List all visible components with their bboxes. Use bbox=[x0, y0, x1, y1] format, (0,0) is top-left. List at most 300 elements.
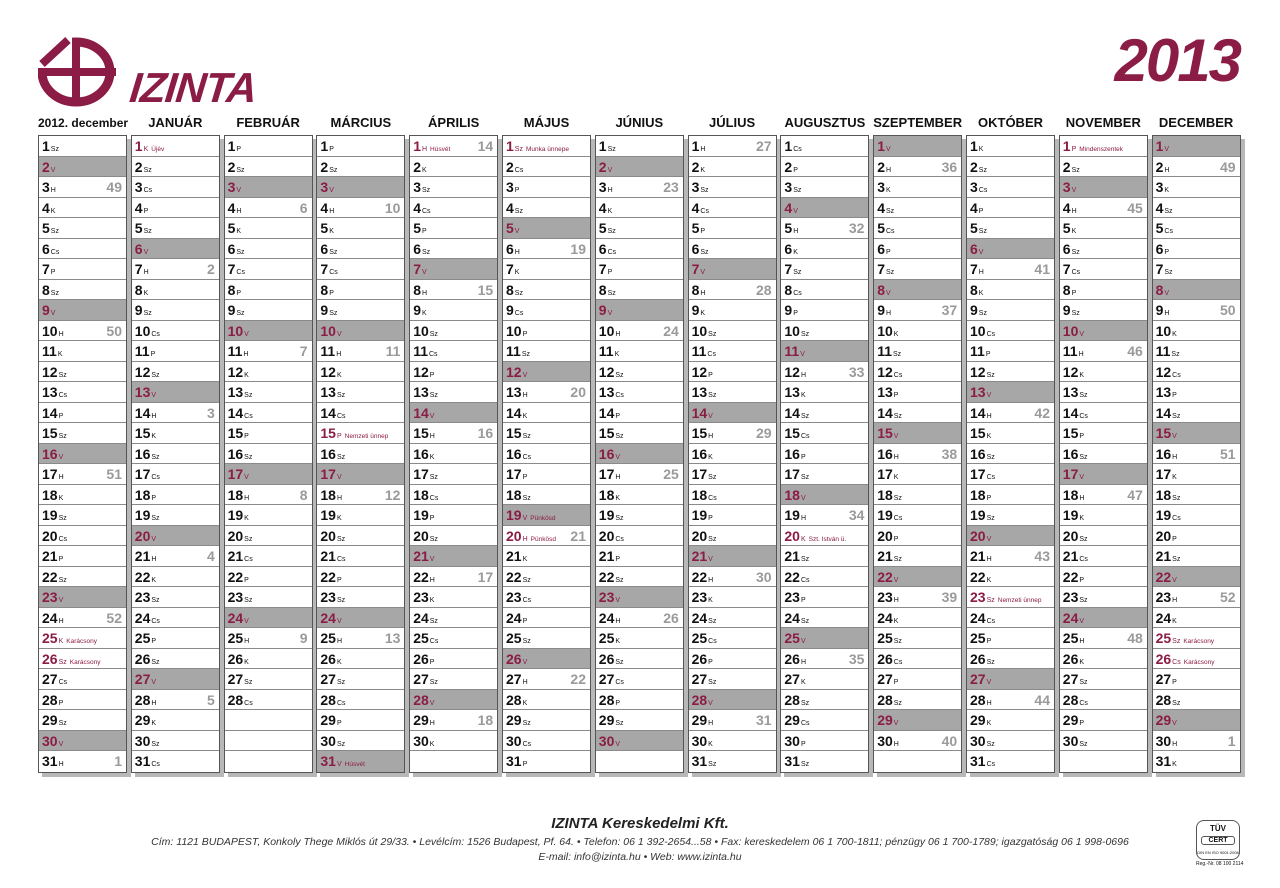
holiday-note: Munka ünnepe bbox=[525, 146, 569, 153]
day-number: 2Sz bbox=[134, 158, 152, 175]
day-number: 13V bbox=[134, 384, 157, 400]
day-number: 26Sz Karácsony bbox=[42, 650, 101, 667]
day-row bbox=[1060, 690, 1147, 711]
day-number: 22H bbox=[691, 568, 714, 585]
day-row bbox=[689, 690, 776, 711]
day-number: 30K bbox=[691, 732, 713, 749]
day-number: 14P bbox=[598, 404, 621, 421]
day-row bbox=[596, 382, 683, 403]
day-number: 16K bbox=[691, 445, 713, 462]
day-of-week: K bbox=[151, 433, 157, 440]
day-number: 19P bbox=[413, 507, 435, 523]
day-row bbox=[1060, 177, 1147, 198]
day-of-week: Sz bbox=[429, 330, 438, 338]
holiday-note: Pünkösd bbox=[530, 535, 556, 543]
day-of-week: P bbox=[1071, 146, 1077, 153]
day-row bbox=[410, 382, 497, 403]
day-number: 30H bbox=[1155, 732, 1178, 749]
day-of-week: Cs bbox=[607, 248, 617, 256]
day-number: 3K bbox=[877, 179, 891, 195]
day-number: 7V bbox=[413, 261, 427, 277]
month-day-list bbox=[502, 135, 591, 773]
day-row bbox=[1153, 567, 1240, 588]
day-of-week: H bbox=[151, 412, 157, 420]
day-row bbox=[317, 587, 404, 608]
day-number: 8P bbox=[320, 281, 334, 298]
day-number: 9Sz bbox=[1062, 302, 1080, 318]
day-number: 10V bbox=[320, 322, 342, 339]
day-number: 3V bbox=[1062, 179, 1077, 195]
day-of-week: Sz bbox=[1171, 351, 1180, 358]
day-row bbox=[781, 608, 868, 629]
day-number: 17V bbox=[320, 466, 342, 482]
day-number: 30Sz bbox=[320, 732, 346, 749]
day-number: 5K bbox=[1062, 220, 1077, 236]
day-row bbox=[317, 567, 404, 588]
day-of-week: Cs bbox=[800, 576, 810, 584]
day-of-week: H bbox=[50, 187, 56, 194]
day-of-week: H bbox=[1172, 597, 1178, 604]
day-row bbox=[596, 464, 683, 485]
week-number: 1 bbox=[1227, 732, 1236, 749]
day-row bbox=[1153, 177, 1240, 198]
day-row bbox=[1060, 669, 1147, 690]
day-of-week: Sz bbox=[1172, 556, 1181, 563]
day-of-week: Sz bbox=[522, 433, 531, 440]
day-row bbox=[503, 239, 590, 260]
day-of-week: H bbox=[893, 453, 899, 461]
day-number: 27P bbox=[877, 671, 899, 687]
day-row bbox=[1060, 464, 1147, 485]
day-of-week: P bbox=[244, 576, 249, 584]
day-number: 15P Nemzeti ünnep bbox=[320, 425, 389, 441]
day-of-week: Sz bbox=[329, 248, 338, 256]
month-day-list bbox=[780, 135, 869, 773]
day-row bbox=[132, 218, 219, 239]
day-of-week: K bbox=[58, 494, 64, 502]
day-number: 10P bbox=[506, 322, 528, 339]
day-row bbox=[689, 464, 776, 485]
day-number: 5Cs bbox=[1155, 220, 1173, 236]
day-row bbox=[39, 136, 126, 157]
day-number: 22V bbox=[877, 568, 899, 585]
day-of-week: Sz bbox=[607, 228, 616, 235]
day-number: 7Sz bbox=[877, 261, 895, 277]
day-number: 16Sz bbox=[970, 445, 995, 462]
day-number: 12Cs bbox=[1155, 363, 1181, 380]
week-number: 5 bbox=[207, 691, 215, 708]
day-of-week: Sz bbox=[615, 371, 624, 379]
day-number: 24K bbox=[1155, 609, 1177, 626]
day-number: 21Sz bbox=[877, 548, 902, 564]
day-of-week: H bbox=[615, 617, 621, 625]
month-day-list bbox=[873, 135, 962, 773]
day-number: 15V bbox=[877, 425, 899, 441]
yearly-calendar-grid bbox=[38, 112, 1240, 804]
day-number: 4Cs bbox=[413, 199, 431, 216]
day-of-week: Sz bbox=[329, 310, 338, 317]
day-of-week: Sz bbox=[336, 740, 346, 748]
day-number: 2H bbox=[877, 158, 892, 175]
day-row bbox=[874, 526, 961, 547]
day-row bbox=[132, 198, 219, 219]
day-of-week: Cs bbox=[58, 392, 68, 399]
day-number: 6Cs bbox=[42, 240, 60, 257]
day-of-week: K bbox=[1172, 474, 1177, 481]
day-row bbox=[1060, 587, 1147, 608]
day-of-week: K bbox=[986, 576, 992, 584]
day-row bbox=[225, 608, 312, 629]
week-number: 30 bbox=[756, 568, 772, 585]
day-number: 13Cs bbox=[598, 384, 624, 400]
day-number: 19Sz bbox=[42, 507, 67, 523]
day-row bbox=[1153, 526, 1240, 547]
day-row bbox=[689, 218, 776, 239]
day-row bbox=[967, 198, 1054, 219]
week-number: 39 bbox=[941, 589, 958, 605]
day-row bbox=[874, 198, 961, 219]
day-number: 7P bbox=[598, 261, 613, 277]
day-number: 8K bbox=[970, 281, 984, 298]
day-of-week: Sz bbox=[615, 658, 624, 666]
day-number: 14Cs bbox=[1062, 404, 1088, 421]
day-row bbox=[317, 423, 404, 444]
day-number: 24V bbox=[227, 609, 249, 626]
day-of-week: Sz bbox=[151, 597, 160, 604]
day-row bbox=[503, 669, 590, 690]
day-number: 21Sz bbox=[784, 548, 810, 564]
day-row bbox=[503, 136, 590, 157]
day-of-week: P bbox=[986, 494, 992, 502]
day-number: 1V bbox=[877, 138, 891, 154]
week-number: 19 bbox=[570, 240, 586, 257]
day-of-week: Sz bbox=[893, 412, 902, 420]
month-title: FEBRUÁR bbox=[236, 115, 300, 130]
day-of-week: Sz bbox=[1079, 453, 1088, 461]
day-number: 20Sz bbox=[413, 527, 438, 544]
day-number: 20Sz bbox=[691, 527, 717, 544]
day-of-week: Sz bbox=[151, 658, 160, 666]
day-row bbox=[132, 300, 219, 321]
day-number: 30Sz bbox=[1062, 732, 1088, 749]
day-row bbox=[596, 690, 683, 711]
day-of-week: V bbox=[151, 535, 157, 543]
day-number: 25P bbox=[970, 630, 992, 646]
day-of-week: Sz bbox=[986, 453, 995, 461]
day-number: 4H bbox=[320, 199, 335, 216]
day-row bbox=[225, 628, 312, 649]
day-row bbox=[781, 505, 868, 526]
day-row bbox=[39, 731, 126, 752]
day-number: 31Cs bbox=[970, 753, 996, 769]
day-row bbox=[874, 710, 961, 731]
day-row bbox=[874, 649, 961, 670]
day-number: 2V bbox=[598, 158, 613, 175]
day-of-week: Sz bbox=[1164, 269, 1173, 276]
day-number: 23Sz bbox=[320, 589, 346, 605]
day-row bbox=[967, 259, 1054, 280]
day-number: 9H bbox=[1155, 302, 1170, 318]
day-of-week: V bbox=[143, 248, 149, 256]
day-of-week: Sz bbox=[793, 269, 802, 276]
day-number: 15Sz bbox=[506, 425, 531, 441]
day-row bbox=[967, 239, 1054, 260]
day-row bbox=[874, 259, 961, 280]
day-number: 29Cs bbox=[784, 712, 810, 728]
day-row bbox=[967, 628, 1054, 649]
day-number: 20Sz bbox=[320, 527, 346, 544]
day-row bbox=[317, 546, 404, 567]
day-row bbox=[410, 608, 497, 629]
day-of-week: V bbox=[986, 535, 992, 543]
day-number: 28Cs bbox=[320, 691, 346, 708]
day-of-week: V bbox=[58, 597, 64, 604]
day-of-week: Cs bbox=[151, 330, 160, 338]
day-of-week: P bbox=[1071, 289, 1077, 297]
day-number: 17K bbox=[1155, 466, 1177, 482]
day-number: 19Sz bbox=[134, 507, 160, 523]
day-of-week: Sz bbox=[244, 535, 253, 543]
day-number: 13Sz bbox=[413, 384, 438, 400]
day-number: 23K bbox=[691, 589, 713, 605]
month-day-list bbox=[1059, 135, 1148, 773]
day-number: 10K bbox=[1155, 322, 1177, 339]
day-of-week: K bbox=[244, 515, 249, 522]
day-row bbox=[596, 731, 683, 752]
day-of-week: K bbox=[1071, 228, 1077, 235]
day-row bbox=[1153, 341, 1240, 362]
day-row bbox=[225, 669, 312, 690]
day-of-week: K bbox=[421, 310, 427, 317]
day-row bbox=[410, 526, 497, 547]
day-number: 6Sz bbox=[227, 240, 245, 257]
week-number: 27 bbox=[756, 138, 772, 154]
day-of-week: K bbox=[1079, 515, 1085, 522]
company-contact: E-mail: info@izinta.hu • Web: www.izinta.hu bbox=[538, 851, 742, 863]
day-number: 18P bbox=[970, 486, 992, 503]
day-number: 12Sz bbox=[42, 363, 67, 380]
day-row bbox=[874, 690, 961, 711]
day-of-week: Sz bbox=[50, 289, 59, 297]
day-of-week: Sz bbox=[885, 207, 895, 215]
day-of-week: V bbox=[893, 576, 899, 584]
empty-day-row bbox=[225, 751, 312, 772]
day-row bbox=[596, 280, 683, 301]
day-of-week: P bbox=[885, 248, 891, 256]
day-of-week: Sz bbox=[1172, 494, 1181, 502]
day-of-week: H bbox=[522, 392, 528, 399]
day-row bbox=[39, 710, 126, 731]
day-number: 30V bbox=[598, 732, 621, 749]
day-row bbox=[967, 464, 1054, 485]
day-number: 17Sz bbox=[784, 466, 810, 482]
day-of-week: V bbox=[50, 310, 56, 317]
day-number: 24Sz bbox=[784, 609, 810, 626]
day-row bbox=[689, 587, 776, 608]
day-number: 26Cs bbox=[877, 650, 903, 667]
month-column bbox=[1152, 112, 1241, 773]
day-of-week: V bbox=[58, 740, 64, 748]
day-row bbox=[874, 321, 961, 342]
day-of-week: V bbox=[429, 412, 435, 420]
day-row bbox=[317, 177, 404, 198]
day-number: 7Sz bbox=[1155, 261, 1173, 277]
day-row bbox=[317, 300, 404, 321]
month-day-list bbox=[316, 135, 405, 773]
day-number: 4H bbox=[227, 199, 242, 216]
day-number: 26Sz bbox=[598, 650, 624, 667]
day-row bbox=[781, 526, 868, 547]
day-of-week: V bbox=[50, 166, 56, 174]
day-of-week: Sz bbox=[429, 617, 438, 625]
day-row bbox=[503, 259, 590, 280]
day-row bbox=[967, 321, 1054, 342]
week-number: 21 bbox=[570, 527, 586, 544]
week-number: 51 bbox=[106, 466, 122, 482]
day-row bbox=[1153, 608, 1240, 629]
day-of-week: Sz bbox=[143, 228, 152, 235]
day-number: 9K bbox=[413, 302, 427, 318]
day-of-week: Sz bbox=[421, 248, 431, 256]
day-row bbox=[503, 177, 590, 198]
day-of-week: V bbox=[244, 474, 249, 481]
day-row bbox=[317, 157, 404, 178]
day-row bbox=[503, 567, 590, 588]
day-row bbox=[39, 177, 126, 198]
day-number: 21Cs bbox=[227, 548, 253, 564]
week-number: 37 bbox=[941, 302, 958, 318]
day-number: 23H bbox=[877, 589, 899, 605]
day-row bbox=[781, 341, 868, 362]
day-of-week: Sz bbox=[429, 535, 438, 543]
day-row bbox=[689, 505, 776, 526]
day-number: 13H bbox=[506, 384, 528, 400]
day-row bbox=[596, 649, 683, 670]
day-row bbox=[225, 177, 312, 198]
day-number: 10Sz bbox=[691, 322, 717, 339]
day-number: 17H bbox=[598, 466, 621, 482]
day-of-week: P bbox=[58, 412, 64, 420]
day-of-week: K bbox=[893, 474, 899, 481]
day-of-week: P bbox=[978, 207, 984, 215]
day-of-week: K bbox=[514, 269, 520, 276]
day-row bbox=[596, 546, 683, 567]
day-row bbox=[596, 136, 683, 157]
day-of-week: H bbox=[800, 515, 807, 522]
day-number: 13P bbox=[877, 384, 899, 400]
day-of-week: Cs bbox=[236, 269, 245, 276]
day-row bbox=[225, 423, 312, 444]
day-number: 25P bbox=[134, 630, 157, 646]
day-of-week: Sz bbox=[58, 371, 67, 379]
day-number: 30P bbox=[784, 732, 806, 749]
day-row bbox=[689, 382, 776, 403]
day-of-week: P bbox=[986, 638, 992, 645]
day-number: 1H bbox=[691, 138, 706, 154]
day-row bbox=[874, 464, 961, 485]
day-number: 31Cs bbox=[134, 753, 160, 769]
day-row bbox=[503, 751, 590, 772]
day-of-week: Cs bbox=[244, 699, 253, 707]
day-of-week: Cs bbox=[429, 638, 439, 645]
day-row bbox=[39, 608, 126, 629]
day-of-week: H bbox=[58, 761, 64, 768]
day-number: 16H bbox=[1155, 445, 1178, 462]
day-of-week: Sz bbox=[236, 310, 245, 317]
day-row bbox=[132, 710, 219, 731]
day-of-week: P bbox=[1079, 720, 1085, 727]
day-row bbox=[317, 608, 404, 629]
week-number: 14 bbox=[477, 138, 494, 154]
day-number: 25K bbox=[598, 630, 621, 646]
day-number: 18Sz bbox=[506, 486, 531, 503]
day-row bbox=[689, 669, 776, 690]
day-row bbox=[1153, 198, 1240, 219]
day-row bbox=[596, 177, 683, 198]
day-row bbox=[596, 505, 683, 526]
day-of-week: P bbox=[1172, 392, 1177, 399]
day-number: 22H bbox=[413, 568, 435, 585]
day-row bbox=[39, 546, 126, 567]
day-row bbox=[596, 321, 683, 342]
day-number: 14V bbox=[413, 404, 435, 421]
day-row bbox=[1060, 608, 1147, 629]
day-number: 2K bbox=[413, 158, 427, 175]
day-number: 27Sz bbox=[413, 671, 438, 687]
day-of-week: K bbox=[244, 658, 249, 666]
week-number: 12 bbox=[384, 486, 401, 503]
day-of-week: P bbox=[429, 515, 435, 522]
day-number: 14K bbox=[506, 404, 528, 421]
day-row bbox=[317, 259, 404, 280]
day-number: 4Sz bbox=[877, 199, 895, 216]
day-of-week: H bbox=[514, 248, 520, 256]
day-number: 13Sz bbox=[227, 384, 253, 400]
day-number: 26K bbox=[227, 650, 249, 667]
day-of-week: Sz bbox=[607, 289, 616, 297]
day-row bbox=[503, 731, 590, 752]
day-row bbox=[317, 690, 404, 711]
day-number: 20H Pünkösd bbox=[506, 527, 556, 544]
day-row bbox=[874, 669, 961, 690]
day-of-week: Cs bbox=[800, 433, 810, 440]
day-of-week: H bbox=[336, 494, 343, 502]
empty-day-row bbox=[1060, 751, 1147, 772]
day-row bbox=[410, 464, 497, 485]
empty-day-row bbox=[596, 751, 683, 772]
day-number: 20Cs bbox=[598, 527, 624, 544]
day-row bbox=[689, 239, 776, 260]
day-row bbox=[1153, 464, 1240, 485]
day-number: 16Sz bbox=[227, 445, 253, 462]
month-title: OKTÓBER bbox=[978, 115, 1043, 130]
day-number: 2H bbox=[1155, 158, 1170, 175]
week-number: 50 bbox=[1220, 302, 1236, 318]
day-number: 2Sz bbox=[227, 158, 245, 175]
day-of-week: P bbox=[429, 658, 435, 666]
day-number: 28K bbox=[506, 691, 528, 708]
day-of-week: P bbox=[50, 269, 56, 276]
day-of-week: P bbox=[615, 699, 621, 707]
day-of-week: Sz bbox=[143, 166, 152, 174]
day-number: 25H bbox=[1062, 630, 1085, 646]
day-of-week: K bbox=[522, 699, 528, 707]
day-number: 20V bbox=[970, 527, 992, 544]
day-row bbox=[503, 690, 590, 711]
day-number: 25V bbox=[784, 630, 806, 646]
day-row bbox=[39, 464, 126, 485]
day-row bbox=[689, 136, 776, 157]
